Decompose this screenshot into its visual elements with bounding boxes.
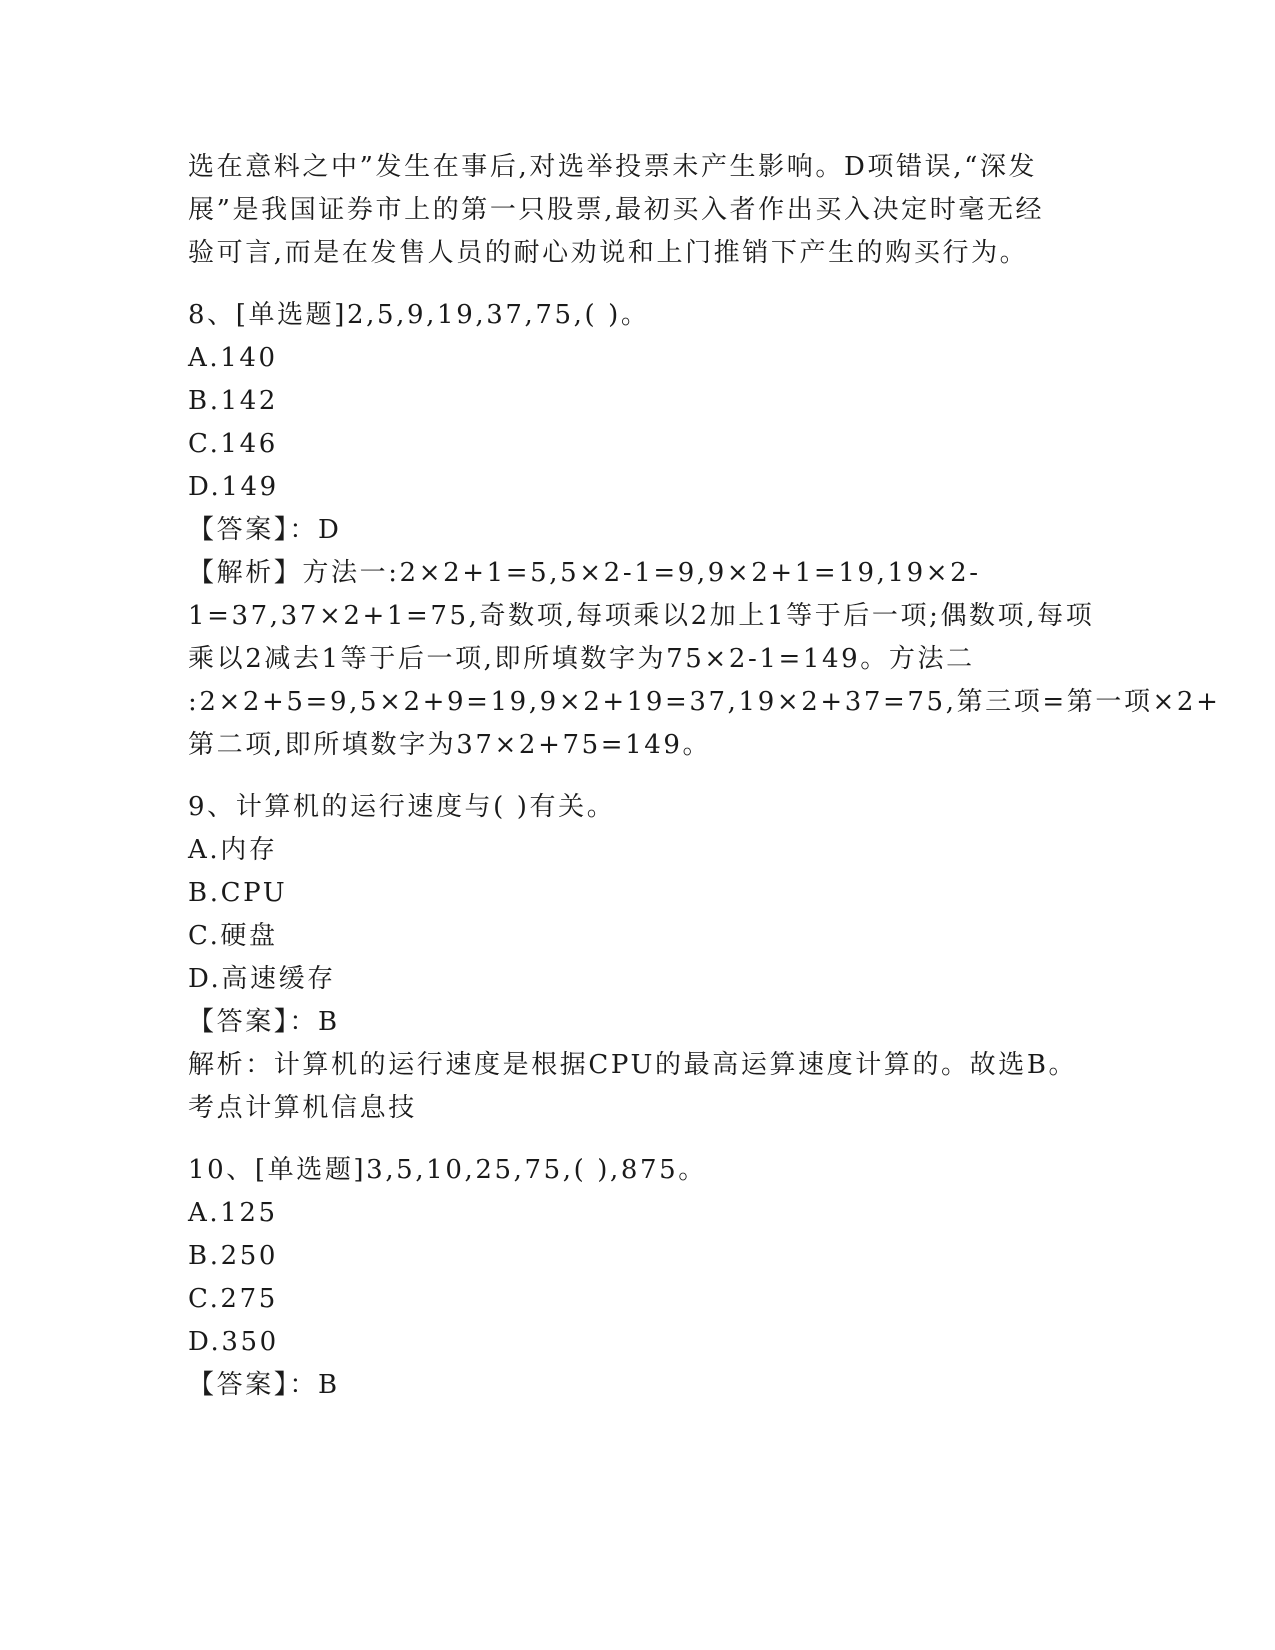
section-gap bbox=[188, 1130, 1088, 1149]
question-10-option-d: D.350 bbox=[188, 1327, 279, 1357]
question-8-analysis-line-5: 第二项,即所填数字为37×2+75=149。 bbox=[188, 730, 712, 760]
question-9-stem: 9、计算机的运行速度与( )有关。 bbox=[188, 792, 616, 822]
question-10-option-c: C.275 bbox=[188, 1284, 278, 1314]
question-8-option-a: A.140 bbox=[188, 343, 278, 373]
question-10-stem: 10、[单选题]3,5,10,25,75,( ),875。 bbox=[188, 1155, 707, 1185]
question-10 bbox=[188, 1149, 1088, 1407]
question-10-option-b: B.250 bbox=[188, 1241, 278, 1271]
question-9 bbox=[188, 786, 1088, 1130]
intro-paragraph bbox=[188, 146, 1088, 275]
question-8-analysis-line-1: 【解析】方法一:2×2+1=5,5×2-1=9,9×2+1=19,19×2- bbox=[188, 558, 981, 588]
question-9-answer: 【答案】：B bbox=[188, 1007, 340, 1037]
question-8-analysis-line-3: 乘以2减去1等于后一项,即所填数字为75×2-1=149。方法二 bbox=[188, 644, 975, 674]
intro-line-1: 选在意料之中”发生在事后,对选举投票未产生影响。D项错误,“深发 bbox=[188, 152, 1038, 182]
question-10-option-a: A.125 bbox=[188, 1198, 278, 1228]
question-9-option-c: C.硬盘 bbox=[188, 921, 278, 951]
intro-line-3: 验可言,而是在发售人员的耐心劝说和上门推销下产生的购买行为。 bbox=[188, 238, 1029, 268]
question-8-answer: 【答案】：D bbox=[188, 515, 342, 545]
question-10-answer: 【答案】：B bbox=[188, 1370, 340, 1400]
section-gap bbox=[188, 275, 1088, 294]
document-page bbox=[188, 146, 1221, 1407]
question-9-option-d: D.高速缓存 bbox=[188, 964, 336, 994]
question-9-analysis-line-2: 考点计算机信息技 bbox=[188, 1093, 417, 1123]
question-9-option-b: B.CPU bbox=[188, 878, 288, 908]
question-8-option-b: B.142 bbox=[188, 386, 278, 416]
intro-line-2: 展”是我国证券市上的第一只股票,最初买入者作出买入决定时毫无经 bbox=[188, 195, 1045, 225]
question-8-option-d: D.149 bbox=[188, 472, 279, 502]
question-9-option-a: A.内存 bbox=[188, 835, 278, 865]
question-9-analysis-line-1: 解析：计算机的运行速度是根据CPU的最高运算速度计算的。故选B。 bbox=[188, 1050, 1078, 1080]
question-8-option-c: C.146 bbox=[188, 429, 278, 459]
question-8-analysis-line-2: 1=37,37×2+1=75,奇数项,每项乘以2加上1等于后一项;偶数项,每项 bbox=[188, 601, 1095, 631]
section-gap bbox=[188, 767, 1088, 786]
question-8-analysis-line-4: :2×2+5=9,5×2+9=19,9×2+19=37,19×2+37=75,第三项=第一项×2+ bbox=[188, 687, 1221, 717]
question-8-stem: 8、[单选题]2,5,9,19,37,75,( )。 bbox=[188, 300, 650, 330]
question-8 bbox=[188, 294, 1221, 767]
